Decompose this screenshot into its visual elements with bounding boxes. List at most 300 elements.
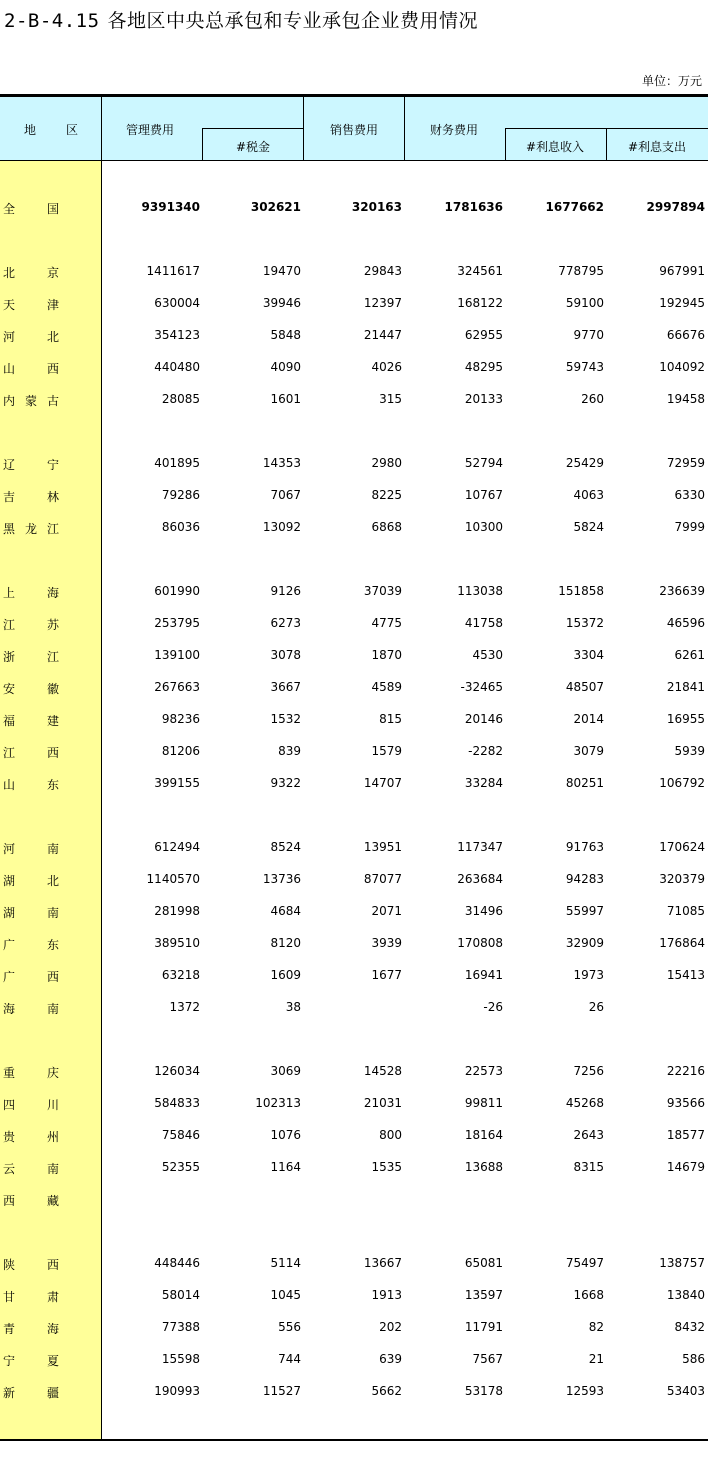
region-name-char: 宁 [3, 1354, 16, 1368]
tax-cell: 1609 [270, 968, 301, 982]
table-row [0, 1352, 708, 1372]
table-title: 各地区中央总承包和专业承包企业费用情况 [107, 10, 479, 32]
region-name [3, 584, 59, 601]
region-name-char: 海 [46, 586, 59, 600]
header-divider [303, 97, 304, 160]
finance-cost-cell: 13597 [464, 1288, 503, 1302]
table-row [0, 264, 708, 284]
region-name-char: 湖 [3, 906, 16, 920]
region-name [3, 1192, 59, 1209]
mgmt-cost-cell: 601990 [154, 584, 200, 598]
region-name-char: 云 [3, 1162, 16, 1176]
table-row [0, 1128, 708, 1148]
interest-expense-cell: 967991 [659, 264, 705, 278]
interest-income-cell: 260 [581, 392, 604, 406]
tax-cell: 839 [278, 744, 301, 758]
region-name [3, 520, 59, 537]
region-name-char: 疆 [46, 1386, 59, 1400]
region-name-char: 贵 [3, 1130, 16, 1144]
table-row [0, 648, 708, 668]
mgmt-cost-cell: 9391340 [141, 200, 200, 214]
region-name [3, 968, 59, 985]
interest-expense-cell: 16955 [666, 712, 705, 726]
region-name [3, 1128, 59, 1145]
interest-expense-cell: 71085 [666, 904, 705, 918]
tax-cell: 3667 [270, 680, 301, 694]
finance-cost-cell: -32465 [460, 680, 503, 694]
header-mgmt-cost: 管理费用 [126, 123, 175, 137]
finance-cost-cell: -2282 [468, 744, 503, 758]
region-name-char: 青 [3, 1322, 16, 1336]
tax-cell: 1076 [270, 1128, 301, 1142]
interest-expense-cell: 22216 [666, 1064, 705, 1078]
mgmt-cost-cell: 58014 [161, 1288, 200, 1302]
finance-cost-cell: 20146 [464, 712, 503, 726]
interest-income-cell: 45268 [565, 1096, 604, 1110]
interest-income-cell: 151858 [558, 584, 604, 598]
finance-cost-cell: -26 [483, 1000, 503, 1014]
region-name-char: 夏 [46, 1354, 59, 1368]
tax-cell: 19470 [262, 264, 301, 278]
tax-cell: 4090 [270, 360, 301, 374]
region-name-char: 龙 [24, 522, 37, 536]
mgmt-cost-cell: 253795 [154, 616, 200, 630]
region-name-char: 北 [46, 330, 59, 344]
interest-income-cell: 3079 [573, 744, 604, 758]
region-name-char: 江 [3, 746, 16, 760]
sales-cost-cell: 29843 [363, 264, 402, 278]
finance-cost-cell: 22573 [464, 1064, 503, 1078]
sales-cost-cell: 13951 [363, 840, 402, 854]
sales-cost-cell: 315 [379, 392, 402, 406]
header-subrule [505, 128, 708, 129]
region-name [3, 904, 59, 921]
sales-cost-cell: 5662 [371, 1384, 402, 1398]
region-name-char: 河 [3, 842, 16, 856]
finance-cost-cell: 10767 [464, 488, 503, 502]
region-name [3, 1384, 59, 1401]
finance-cost-cell: 4530 [472, 648, 503, 662]
header-bottom-rule [0, 160, 708, 161]
table-row [0, 744, 708, 764]
sales-cost-cell: 6868 [371, 520, 402, 534]
region-name-char: 宁 [46, 458, 59, 472]
tax-cell: 3069 [270, 1064, 301, 1078]
interest-income-cell: 82 [588, 1320, 604, 1334]
mgmt-cost-cell: 1411617 [146, 264, 200, 278]
sales-cost-cell: 14707 [363, 776, 402, 790]
region-name [3, 1288, 59, 1305]
interest-expense-cell: 66676 [666, 328, 705, 342]
tax-cell: 5114 [270, 1256, 301, 1270]
table-row [0, 616, 708, 636]
header-subrule [202, 128, 303, 129]
tax-cell: 38 [285, 1000, 301, 1014]
header-divider [505, 128, 506, 160]
sales-cost-cell: 639 [379, 1352, 402, 1366]
mgmt-cost-cell: 63218 [161, 968, 200, 982]
interest-income-cell: 32909 [565, 936, 604, 950]
page-title [4, 6, 478, 33]
region-name [3, 456, 59, 473]
finance-cost-cell: 18164 [464, 1128, 503, 1142]
finance-cost-cell: 31496 [464, 904, 503, 918]
tax-cell: 102313 [255, 1096, 301, 1110]
region-name-char: 广 [3, 938, 16, 952]
table-row [0, 296, 708, 316]
mgmt-cost-cell: 1372 [169, 1000, 200, 1014]
region-name-char: 林 [46, 490, 59, 504]
finance-cost-cell: 33284 [464, 776, 503, 790]
region-name-char: 津 [46, 298, 59, 312]
total-row [0, 200, 708, 220]
finance-cost-cell: 1781636 [444, 200, 503, 214]
interest-income-cell: 4063 [573, 488, 604, 502]
interest-income-cell: 2014 [573, 712, 604, 726]
tax-cell: 8524 [270, 840, 301, 854]
interest-income-cell: 1668 [573, 1288, 604, 1302]
table-row [0, 584, 708, 604]
region-name-char: 西 [46, 362, 59, 376]
sales-cost-cell: 14528 [363, 1064, 402, 1078]
tax-cell: 7067 [270, 488, 301, 502]
sales-cost-cell: 2071 [371, 904, 402, 918]
table-row [0, 328, 708, 348]
interest-expense-cell: 15413 [666, 968, 705, 982]
region-name-char: 南 [46, 1162, 59, 1176]
region-name-char: 全 [3, 202, 16, 216]
sales-cost-cell: 21447 [363, 328, 402, 342]
table-row [0, 1384, 708, 1404]
finance-cost-cell: 13688 [464, 1160, 503, 1174]
interest-expense-cell: 170624 [659, 840, 705, 854]
region-name-char: 川 [46, 1098, 59, 1112]
region-name-char: 藏 [46, 1194, 59, 1208]
header-sales-cost: 销售费用 [330, 123, 379, 137]
finance-cost-cell: 117347 [457, 840, 503, 854]
interest-income-cell: 26 [588, 1000, 604, 1014]
interest-expense-cell: 46596 [666, 616, 705, 630]
header-region: 地 区 [24, 123, 81, 137]
finance-cost-cell: 170808 [457, 936, 503, 950]
interest-income-cell: 59743 [565, 360, 604, 374]
finance-cost-cell: 99811 [464, 1096, 503, 1110]
tax-cell: 744 [278, 1352, 301, 1366]
region-name [3, 264, 59, 281]
mgmt-cost-cell: 399155 [154, 776, 200, 790]
table-row [0, 1000, 708, 1020]
interest-expense-cell: 176864 [659, 936, 705, 950]
table-code: 2-B-4.15 [4, 10, 100, 32]
table-row [0, 776, 708, 796]
interest-income-cell: 9770 [573, 328, 604, 342]
region-name [3, 744, 59, 761]
region-name-char: 新 [3, 1386, 16, 1400]
region-name-char: 福 [3, 714, 16, 728]
region-name-char: 重 [3, 1066, 16, 1080]
interest-expense-cell: 53403 [666, 1384, 705, 1398]
region-column-band [0, 161, 101, 1440]
tax-cell: 5848 [270, 328, 301, 342]
interest-expense-cell: 19458 [666, 392, 705, 406]
header-interest-expense: #利息支出 [628, 140, 687, 154]
region-name-char: 庆 [46, 1066, 59, 1080]
region-name-char: 北 [3, 266, 16, 280]
sales-cost-cell: 4775 [371, 616, 402, 630]
sales-cost-cell: 202 [379, 1320, 402, 1334]
interest-income-cell: 55997 [565, 904, 604, 918]
mgmt-cost-cell: 448446 [154, 1256, 200, 1270]
region-name-char: 广 [3, 970, 16, 984]
table-header [0, 97, 708, 160]
interest-expense-cell: 93566 [666, 1096, 705, 1110]
header-divider [202, 128, 203, 160]
region-name [3, 328, 59, 345]
table-row [0, 1256, 708, 1276]
tax-cell: 3078 [270, 648, 301, 662]
interest-income-cell: 3304 [573, 648, 604, 662]
tax-cell: 14353 [262, 456, 301, 470]
mgmt-cost-cell: 440480 [154, 360, 200, 374]
region-name [3, 840, 59, 857]
region-name-char: 辽 [3, 458, 16, 472]
interest-expense-cell: 14679 [666, 1160, 705, 1174]
sales-cost-cell: 21031 [363, 1096, 402, 1110]
region-name-char: 湖 [3, 874, 16, 888]
table-row [0, 1288, 708, 1308]
region-name [3, 872, 59, 889]
region-name [3, 1096, 59, 1113]
mgmt-cost-cell: 354123 [154, 328, 200, 342]
interest-expense-cell: 72959 [666, 456, 705, 470]
region-name-char: 西 [46, 746, 59, 760]
region-name-char: 上 [3, 586, 16, 600]
region-name-char: 海 [3, 1002, 16, 1016]
interest-expense-cell: 320379 [659, 872, 705, 886]
region-name-char: 苏 [46, 618, 59, 632]
region-name [3, 360, 59, 377]
region-name-char: 安 [3, 682, 16, 696]
region-name-char: 江 [46, 650, 59, 664]
header-divider [404, 97, 405, 160]
interest-income-cell: 12593 [565, 1384, 604, 1398]
mgmt-cost-cell: 190993 [154, 1384, 200, 1398]
tax-cell: 4684 [270, 904, 301, 918]
interest-income-cell: 91763 [565, 840, 604, 854]
interest-income-cell: 2643 [573, 1128, 604, 1142]
finance-cost-cell: 20133 [464, 392, 503, 406]
region-name-char: 徽 [46, 682, 59, 696]
table-row [0, 1160, 708, 1180]
interest-income-cell: 48507 [565, 680, 604, 694]
mgmt-cost-cell: 28085 [161, 392, 200, 406]
sales-cost-cell: 4589 [371, 680, 402, 694]
interest-income-cell: 778795 [558, 264, 604, 278]
tax-cell: 13736 [262, 872, 301, 886]
table-row [0, 1320, 708, 1340]
tax-cell: 302621 [250, 200, 301, 214]
mgmt-cost-cell: 281998 [154, 904, 200, 918]
table-row [0, 936, 708, 956]
interest-expense-cell: 586 [682, 1352, 705, 1366]
interest-income-cell: 75497 [565, 1256, 604, 1270]
interest-income-cell: 94283 [565, 872, 604, 886]
region-name-char: 吉 [3, 490, 16, 504]
interest-income-cell: 25429 [565, 456, 604, 470]
table-row [0, 520, 708, 540]
region-name-char: 西 [46, 970, 59, 984]
mgmt-cost-cell: 86036 [161, 520, 200, 534]
table-row [0, 392, 708, 412]
region-name-char: 西 [3, 1194, 16, 1208]
sales-cost-cell: 4026 [371, 360, 402, 374]
region-name [3, 776, 59, 793]
region-name-char: 四 [3, 1098, 16, 1112]
finance-cost-cell: 11791 [464, 1320, 503, 1334]
tax-cell: 6273 [270, 616, 301, 630]
tax-cell: 13092 [262, 520, 301, 534]
region-name [3, 200, 59, 217]
region-name-char: 江 [3, 618, 16, 632]
table-row [0, 904, 708, 924]
region-name [3, 616, 59, 633]
table-row [0, 456, 708, 476]
mgmt-cost-cell: 401895 [154, 456, 200, 470]
sales-cost-cell: 12397 [363, 296, 402, 310]
tax-cell: 8120 [270, 936, 301, 950]
tax-cell: 9322 [270, 776, 301, 790]
mgmt-cost-cell: 139100 [154, 648, 200, 662]
region-name-char: 南 [46, 1002, 59, 1016]
region-name [3, 1160, 59, 1177]
mgmt-cost-cell: 612494 [154, 840, 200, 854]
mgmt-cost-cell: 630004 [154, 296, 200, 310]
finance-cost-cell: 41758 [464, 616, 503, 630]
finance-cost-cell: 263684 [457, 872, 503, 886]
region-name-char: 陕 [3, 1258, 16, 1272]
region-name [3, 296, 59, 313]
mgmt-cost-cell: 15598 [161, 1352, 200, 1366]
finance-cost-cell: 62955 [464, 328, 503, 342]
sales-cost-cell: 1535 [371, 1160, 402, 1174]
mgmt-cost-cell: 81206 [161, 744, 200, 758]
region-name-char: 山 [3, 362, 16, 376]
finance-cost-cell: 324561 [457, 264, 503, 278]
mgmt-cost-cell: 75846 [161, 1128, 200, 1142]
table-row [0, 1064, 708, 1084]
tax-cell: 1164 [270, 1160, 301, 1174]
tax-cell: 11527 [262, 1384, 301, 1398]
interest-income-cell: 59100 [565, 296, 604, 310]
interest-income-cell: 15372 [565, 616, 604, 630]
table-row [0, 968, 708, 988]
mgmt-cost-cell: 79286 [161, 488, 200, 502]
interest-expense-cell: 5939 [674, 744, 705, 758]
region-name-char: 黑 [3, 522, 16, 536]
tax-cell: 556 [278, 1320, 301, 1334]
interest-income-cell: 21 [588, 1352, 604, 1366]
interest-expense-cell: 2997894 [646, 200, 705, 214]
region-name-char: 建 [46, 714, 59, 728]
header-tax: #税金 [236, 140, 271, 154]
region-name [3, 1352, 59, 1369]
interest-expense-cell: 18577 [666, 1128, 705, 1142]
mgmt-cost-cell: 77388 [161, 1320, 200, 1334]
region-name-char: 浙 [3, 650, 16, 664]
sales-cost-cell: 1870 [371, 648, 402, 662]
sales-cost-cell: 320163 [351, 200, 402, 214]
interest-expense-cell: 6261 [674, 648, 705, 662]
region-name-char: 山 [3, 778, 16, 792]
table-row [0, 840, 708, 860]
sales-cost-cell: 2980 [371, 456, 402, 470]
interest-expense-cell: 8432 [674, 1320, 705, 1334]
interest-expense-cell: 104092 [659, 360, 705, 374]
mgmt-cost-cell: 126034 [154, 1064, 200, 1078]
interest-income-cell: 1973 [573, 968, 604, 982]
unit-label: 单位：万元 [641, 74, 702, 88]
region-name [3, 392, 59, 409]
finance-cost-cell: 65081 [464, 1256, 503, 1270]
interest-expense-cell: 6330 [674, 488, 705, 502]
interest-expense-cell: 236639 [659, 584, 705, 598]
interest-income-cell: 5824 [573, 520, 604, 534]
table-row [0, 360, 708, 380]
interest-income-cell: 1677662 [545, 200, 604, 214]
interest-expense-cell: 21841 [666, 680, 705, 694]
region-name [3, 936, 59, 953]
interest-expense-cell: 192945 [659, 296, 705, 310]
region-name-char: 肃 [46, 1290, 59, 1304]
table-row [0, 680, 708, 700]
region-name-char: 甘 [3, 1290, 16, 1304]
mgmt-cost-cell: 389510 [154, 936, 200, 950]
region-name-char: 国 [46, 202, 59, 216]
finance-cost-cell: 10300 [464, 520, 503, 534]
region-name-char: 东 [46, 938, 59, 952]
region-name-char: 西 [46, 1258, 59, 1272]
mgmt-cost-cell: 98236 [161, 712, 200, 726]
finance-cost-cell: 168122 [457, 296, 503, 310]
table-row [0, 712, 708, 732]
region-name-char: 东 [46, 778, 59, 792]
tax-cell: 39946 [262, 296, 301, 310]
region-name-char: 内 [3, 394, 16, 408]
interest-expense-cell: 106792 [659, 776, 705, 790]
interest-expense-cell: 13840 [666, 1288, 705, 1302]
header-finance-cost: 财务费用 [430, 123, 479, 137]
mgmt-cost-cell: 584833 [154, 1096, 200, 1110]
sales-cost-cell: 800 [379, 1128, 402, 1142]
region-name-char: 京 [46, 266, 59, 280]
finance-cost-cell: 113038 [457, 584, 503, 598]
region-name-char: 北 [46, 874, 59, 888]
region-name-char: 蒙 [24, 394, 37, 408]
sales-cost-cell: 87077 [363, 872, 402, 886]
region-name-char: 州 [46, 1130, 59, 1144]
mgmt-cost-cell: 52355 [161, 1160, 200, 1174]
header-divider [101, 97, 102, 160]
tax-cell: 1045 [270, 1288, 301, 1302]
region-name-char: 江 [46, 522, 59, 536]
interest-income-cell: 7256 [573, 1064, 604, 1078]
region-name-char: 天 [3, 298, 16, 312]
header-divider [606, 128, 607, 160]
finance-cost-cell: 16941 [464, 968, 503, 982]
region-name [3, 712, 59, 729]
sales-cost-cell: 13667 [363, 1256, 402, 1270]
interest-expense-cell: 7999 [674, 520, 705, 534]
